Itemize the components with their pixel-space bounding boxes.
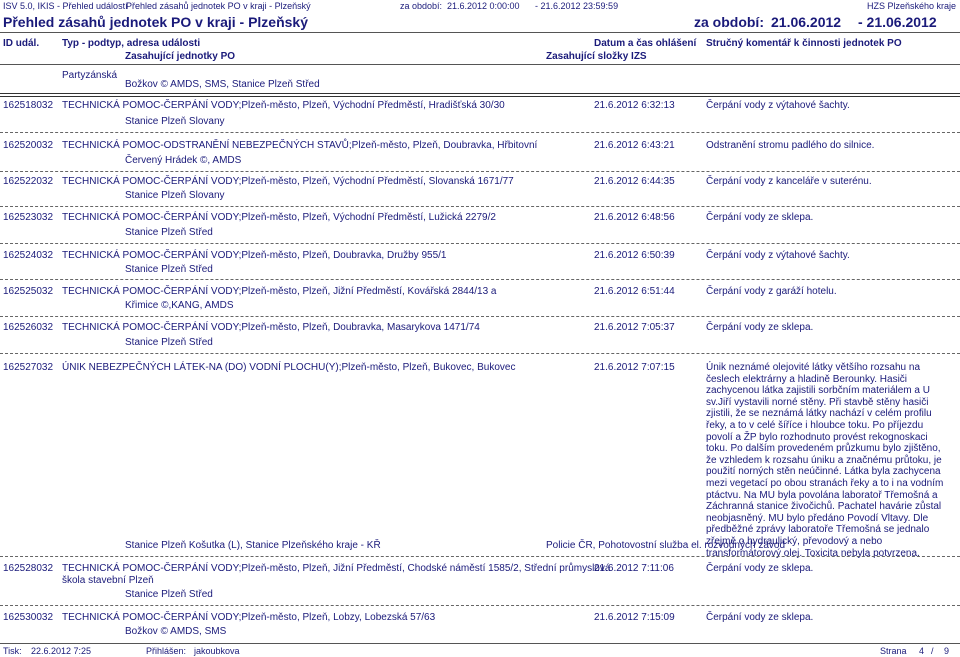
page-separator: / (931, 646, 934, 656)
event-type: TECHNICKÁ POMOC-ODSTRANĚNÍ NEBEZPEČNÝCH STAVŮ;Plzeň-město, Plzeň, Doubravka, Hřbitovní (62, 140, 538, 151)
page-number: 4 (919, 646, 925, 656)
event-comment: Čerpání vody z výtahové šachty. (706, 250, 850, 261)
user-name: jakoubkova (194, 646, 240, 656)
event-units: Stanice Plzeň Střed (125, 264, 213, 275)
row-separator (0, 206, 960, 207)
event-units: Stanice Plzeň Košutka (L), Stanice Plzeňského kraje - KŘ (125, 540, 381, 551)
event-time: 21.6.2012 6:43:21 (594, 140, 675, 151)
event-time: 21.6.2012 7:15:09 (594, 612, 675, 623)
event-id: 162527032 (3, 362, 54, 373)
header-izs: Zasahující složky IZS (546, 51, 647, 62)
period-to: - 21.06.2012 (858, 14, 937, 30)
period-from-small: 21.6.2012 0:00:00 (447, 1, 520, 11)
header-id: ID udál. (3, 38, 40, 49)
header-datetime: Datum a čas ohlášení (594, 38, 697, 49)
event-time: 21.6.2012 6:48:56 (594, 212, 675, 223)
period-from: 21.06.2012 (771, 14, 842, 30)
event-units: Červený Hrádek ©, AMDS (125, 155, 242, 166)
event-id: 162522032 (3, 176, 54, 187)
event-comment: Čerpání vody z kanceláře v suterénu. (706, 176, 872, 187)
event-id: 162520032 (3, 140, 54, 151)
app-title: ISV 5.0, IKIS - Přehled událostí (3, 1, 128, 11)
event-comment: Čerpání vody ze sklepa. (706, 563, 814, 574)
event-id: 162530032 (3, 612, 54, 623)
row-separator (0, 171, 960, 172)
event-comment: Únik neznámé olejovité látky většího rozsahu na česlech elektrárny a hladině Berounky. Hasiči zachycenou látka zajistili sorbčním materiálem a U sv.Jiří vystavili norné stěny. Při stavbě stěny hasiči zjistili, že se neznámá látky nachází v celém profilu řeky, a to v celé šíříce i hloubce toku. Po příjezdu povolí a ŽP bylo rozhodnuto provést rekognoskaci toku. Po dalším provedeném průzkumu bylo zjištěno, že vzhledem k rozsahu úniku a značnému průtoku, je použití norných stěn neúčinné. Látka byla zachycena mezi vegetací po obou stranách řeky a to i na vodním ptáctvu. Na MU byla povolána laboratoř Třemošná a Záchranná stanice živočichů. Pachatel havárie zůstal neobjasněný. MU bylo předáno Povodí Vltavy. Dle předběžné zprávy laboratoře Třemošná se jednalo zřejmě o hydraulický, převodový a nebo transformátorový olej. Toxicita nebyla potvrzena. (706, 362, 944, 559)
row-separator (0, 279, 960, 280)
event-time: 21.6.2012 7:07:15 (594, 362, 675, 373)
event-type: TECHNICKÁ POMOC-ČERPÁNÍ VODY;Plzeň-město, Plzeň, Východní Předměstí, Hradišťská 30/30 (62, 100, 505, 111)
print-time: 22.6.2012 7:25 (31, 646, 92, 656)
event-units: Stanice Plzeň Střed (125, 227, 213, 238)
row-separator (0, 605, 960, 606)
event-type: ÚNIK NEBEZPEČNÝCH LÁTEK-NA (DO) VODNÍ PLOCHU(Y);Plzeň-město, Plzeň, Bukovec, Bukovec (62, 362, 516, 373)
continued-address: Partyzánská (62, 70, 118, 81)
event-comment: Čerpání vody ze sklepa. (706, 322, 814, 333)
event-type: TECHNICKÁ POMOC-ČERPÁNÍ VODY;Plzeň-město, Plzeň, Doubravka, Masarykova 1471/74 (62, 322, 480, 333)
event-time: 21.6.2012 7:05:37 (594, 322, 675, 333)
event-time: 21.6.2012 6:44:35 (594, 176, 675, 187)
row-separator (0, 353, 960, 354)
event-time: 21.6.2012 6:32:13 (594, 100, 675, 111)
event-izs: Policie ČR, Pohotovostní služba el. rozvodných závod (546, 540, 786, 551)
event-type: TECHNICKÁ POMOC-ČERPÁNÍ VODY;Plzeň-město, Plzeň, Jižní Předměstí, Chodské náměstí 1585/2, Střední průmyslová (62, 563, 611, 574)
event-id: 162525032 (3, 286, 54, 297)
page-count: 9 (944, 646, 950, 656)
event-units: Božkov © AMDS, SMS (125, 626, 227, 637)
row-separator (0, 243, 960, 244)
event-comment: Čerpání vody ze sklepa. (706, 212, 814, 223)
page-label: Strana (880, 646, 907, 656)
period-to-small: - 21.6.2012 23:59:59 (535, 1, 619, 11)
header-rule (0, 64, 960, 65)
report-name: Přehled zásahů jednotek PO v kraji - Plzeňský (126, 1, 311, 11)
event-time: 21.6.2012 7:11:06 (594, 563, 674, 574)
event-time: 21.6.2012 6:50:39 (594, 250, 675, 261)
event-comment: Odstranění stromu padlého do silnice. (706, 140, 875, 151)
event-units: Stanice Plzeň Slovany (125, 116, 225, 127)
event-id: 162528032 (3, 563, 54, 574)
row-separator (0, 132, 960, 133)
print-label: Tisk: (3, 646, 22, 656)
event-type-continued: škola stavební Plzeň (62, 575, 154, 586)
header-type: Typ - podtyp, adresa události (62, 38, 201, 49)
event-id: 162518032 (3, 100, 54, 111)
event-comment: Čerpání vody ze sklepa. (706, 612, 814, 623)
event-id: 162526032 (3, 322, 54, 333)
event-time: 21.6.2012 6:51:44 (594, 286, 675, 297)
continued-units: Božkov © AMDS, SMS, Stanice Plzeň Střed (125, 79, 320, 90)
organization: HZS Plzeňského kraje (866, 1, 956, 11)
header-units: Zasahující jednotky PO (125, 51, 236, 62)
event-id: 162523032 (3, 212, 54, 223)
page-title: Přehled zásahů jednotek PO v kraji - Plzeňský (3, 14, 309, 30)
event-units: Křimice ©,KANG, AMDS (125, 300, 234, 311)
row-separator (0, 316, 960, 317)
row-separator (0, 93, 960, 97)
event-type: TECHNICKÁ POMOC-ČERPÁNÍ VODY;Plzeň-město, Plzeň, Východní Předměstí, Slovanská 1671/77 (62, 176, 514, 187)
event-type: TECHNICKÁ POMOC-ČERPÁNÍ VODY;Plzeň-město, Plzeň, Lobzy, Lobezská 57/63 (62, 612, 436, 623)
event-id: 162524032 (3, 250, 54, 261)
login-label: Přihlášen: (146, 646, 187, 656)
header-comment: Stručný komentář k činnosti jednotek PO (706, 38, 902, 49)
period-label-small: za období: (400, 1, 443, 11)
event-type: TECHNICKÁ POMOC-ČERPÁNÍ VODY;Plzeň-město, Plzeň, Jižní Předměstí, Kovářská 2844/13 a (62, 286, 497, 297)
period-label: za období: (694, 14, 764, 30)
row-separator (0, 556, 960, 557)
title-rule (0, 32, 960, 33)
event-type: TECHNICKÁ POMOC-ČERPÁNÍ VODY;Plzeň-město, Plzeň, Doubravka, Družby 955/1 (62, 250, 447, 261)
event-units: Stanice Plzeň Střed (125, 589, 213, 600)
event-units: Stanice Plzeň Střed (125, 337, 213, 348)
footer-rule (0, 643, 960, 644)
event-comment: Čerpání vody z výtahové šachty. (706, 100, 850, 111)
event-type: TECHNICKÁ POMOC-ČERPÁNÍ VODY;Plzeň-město, Plzeň, Východní Předměstí, Lužická 2279/2 (62, 212, 496, 223)
event-comment: Čerpání vody z garáží hotelu. (706, 286, 837, 297)
event-units: Stanice Plzeň Slovany (125, 190, 225, 201)
